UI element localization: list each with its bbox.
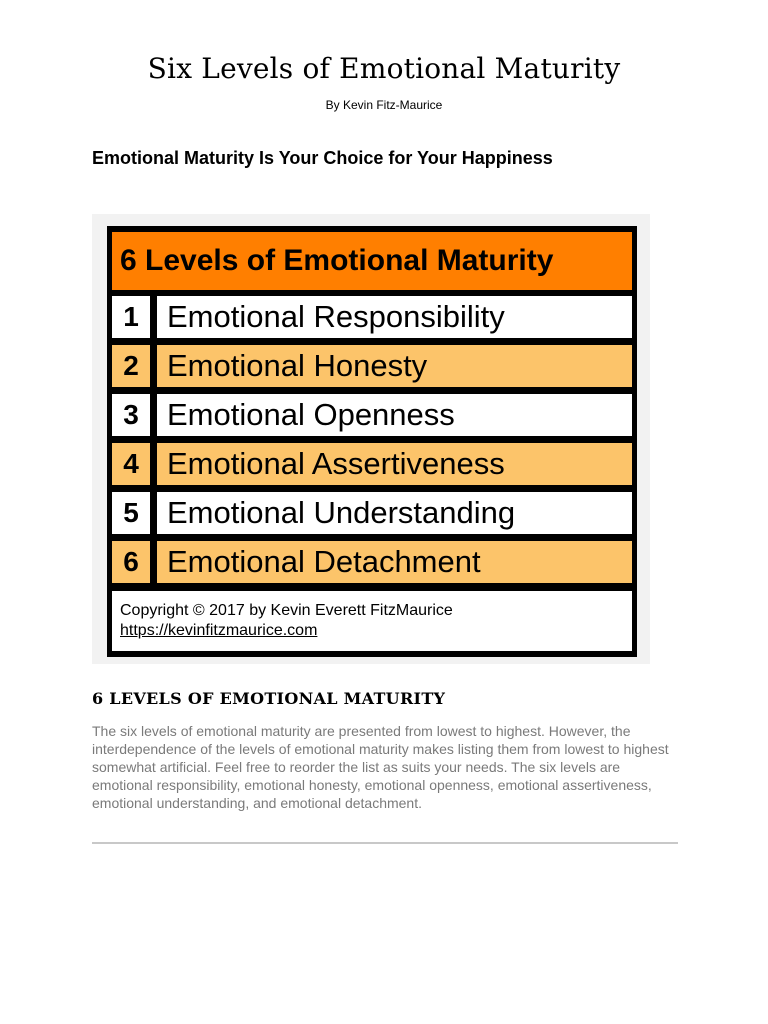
copyright-text: Copyright © 2017 by Kevin Everett FitzMaurice (120, 602, 453, 619)
table-row (112, 345, 632, 387)
level-number: 4 (112, 443, 150, 485)
level-number: 5 (112, 492, 150, 534)
table-row (112, 541, 632, 583)
level-number: 1 (112, 296, 150, 338)
level-label: Emotional Responsibility (157, 296, 632, 338)
table-footer (112, 591, 632, 651)
levels-table (107, 226, 637, 657)
level-label: Emotional Openness (157, 394, 632, 436)
divider (92, 842, 678, 844)
table-row (112, 394, 632, 436)
level-number: 3 (112, 394, 150, 436)
table-row (112, 296, 632, 338)
level-label: Emotional Honesty (157, 345, 632, 387)
level-number: 2 (112, 345, 150, 387)
level-label: Emotional Understanding (157, 492, 632, 534)
table-row (112, 492, 632, 534)
level-label: Emotional Detachment (157, 541, 632, 583)
website-link[interactable]: https://kevinfitzmaurice.com (120, 622, 318, 639)
level-number: 6 (112, 541, 150, 583)
author-byline: By Kevin Fitz-Maurice (325, 98, 443, 112)
section-body: The six levels of emotional maturity are presented from lowest to highest. However, the interdependence of the levels of emotional maturity makes listing them from lowest to highest somewhat artificial. Feel free to reorder the list as suits your needs. The six levels are emotional responsibility, emotional honesty, emotional openness, emotional assertiveness, emotional understanding, and emotional detachment. (92, 723, 669, 811)
subtitle: Emotional Maturity Is Your Choice for Your Happiness (92, 148, 553, 168)
level-label: Emotional Assertiveness (157, 443, 632, 485)
page-title: Six Levels of Emotional Maturity (147, 52, 621, 85)
table-header: 6 Levels of Emotional Maturity (112, 232, 632, 290)
section-heading: 6 LEVELS OF EMOTIONAL MATURITY (92, 689, 446, 708)
table-row (112, 443, 632, 485)
